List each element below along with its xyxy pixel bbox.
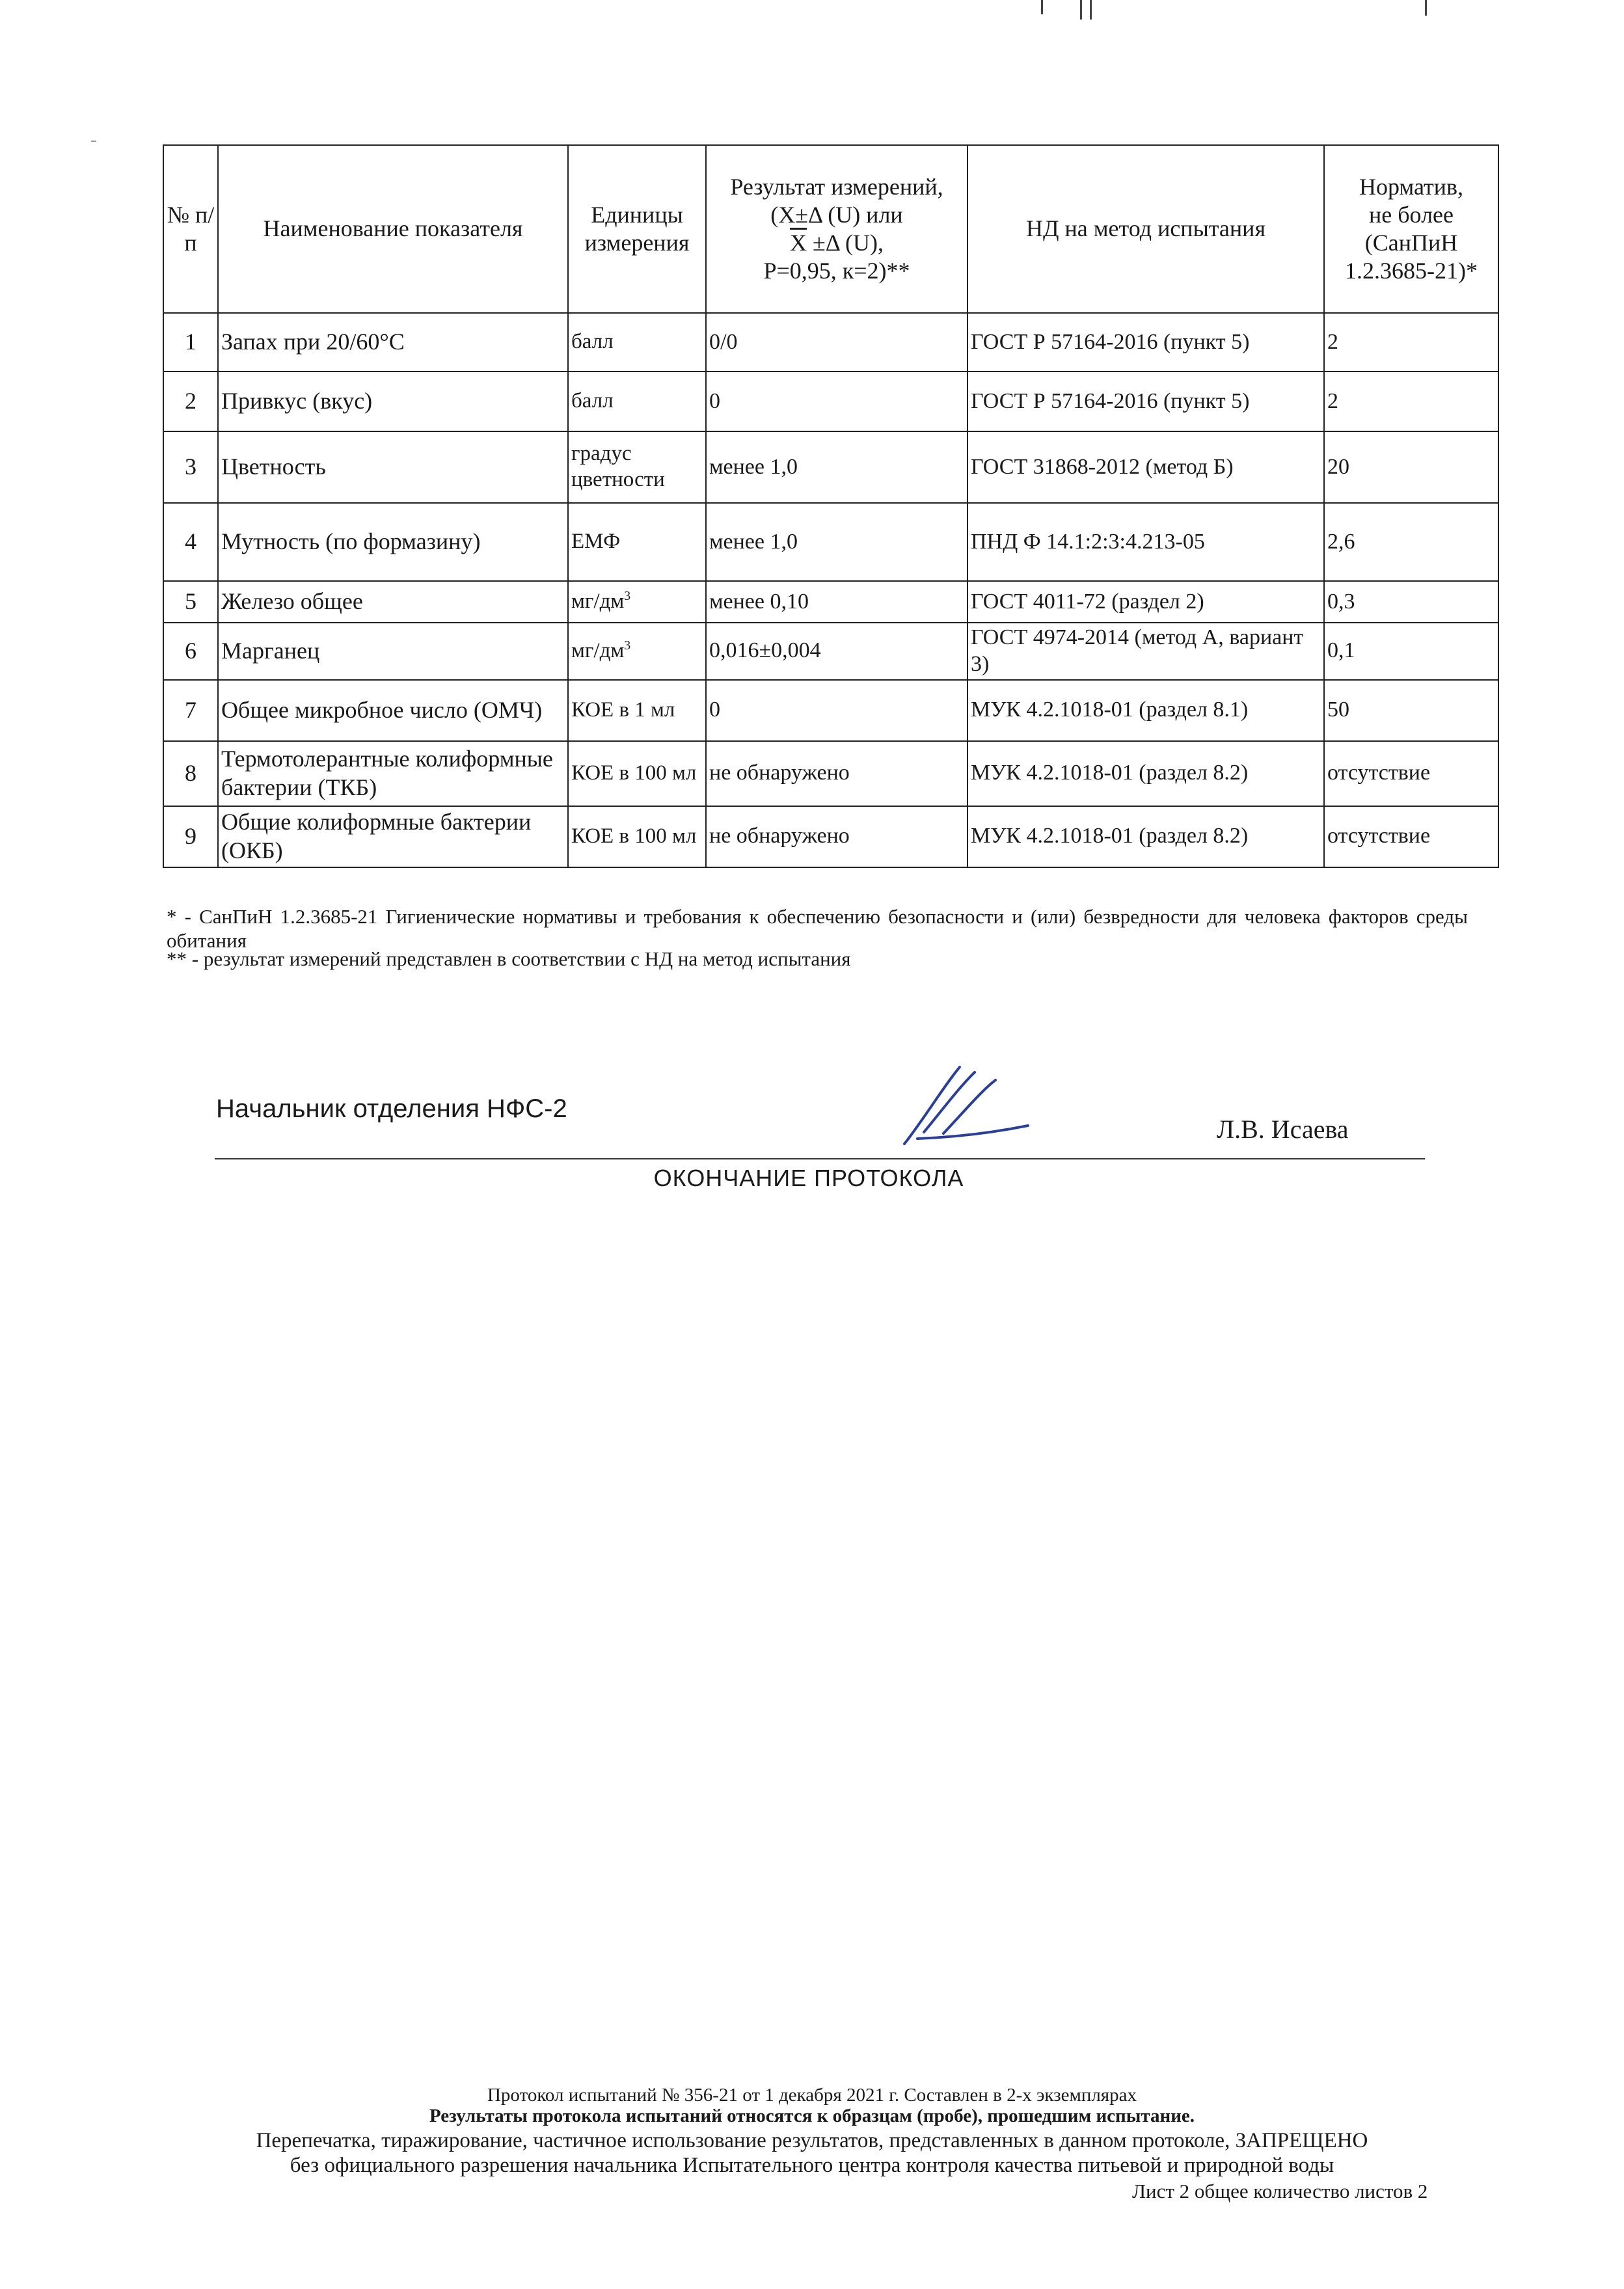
scan-mark: [1425, 0, 1427, 16]
table-header-row: [163, 145, 1498, 313]
cell-units-text: КОЕ в 100 мл: [571, 761, 697, 785]
cell-method-text: ГОСТ Р 57164-2016 (пункт 5): [971, 329, 1250, 354]
cell-method: [968, 741, 1324, 806]
cell-norm: [1324, 431, 1498, 503]
footnote-sanpin: * - СанПиН 1.2.3685-21 Гигиенические нормативы и требования к обеспечению безопасности и (или) безвредности для человека факторов среды обитания: [167, 905, 1468, 953]
header-result-line2: (Х±Δ (U) или: [770, 201, 903, 228]
cell-num: [163, 741, 218, 806]
cell-num-text: 8: [185, 760, 196, 786]
table-row: [163, 313, 1498, 372]
cell-method: [968, 623, 1324, 680]
end-of-protocol-title: [0, 1165, 1624, 1192]
cell-norm-text: отсутствие: [1327, 761, 1431, 785]
cell-units-text: мг/дм: [571, 639, 625, 662]
cell-norm: [1324, 581, 1498, 623]
cell-norm-text: отсутствие: [1327, 824, 1431, 848]
cell-method: [968, 581, 1324, 623]
cell-name: [218, 372, 568, 431]
cell-norm: [1324, 680, 1498, 741]
cell-name: [218, 680, 568, 741]
table-row: [163, 741, 1498, 806]
cell-num-text: 1: [185, 329, 196, 355]
cell-name: [218, 623, 568, 680]
cell-num-text: 9: [185, 823, 196, 849]
footer-results-scope: Результаты протокола испытаний относятся к образцам (пробе), прошедшим испытание.: [429, 2106, 1195, 2126]
cell-num-text: 7: [185, 697, 196, 723]
cell-result-text: 0,016±0,004: [709, 638, 821, 663]
cell-num-text: 3: [185, 454, 196, 480]
cell-norm: [1324, 313, 1498, 372]
cell-result-text: менее 1,0: [709, 454, 798, 479]
signatory-position: Начальник отделения НФС-2: [216, 1094, 567, 1123]
header-result-line3: [709, 229, 964, 257]
cell-name: [218, 503, 568, 581]
cell-method: [968, 503, 1324, 581]
cell-name-text: Цветность: [221, 454, 326, 480]
table-body: [163, 313, 1498, 867]
cell-units-text: ЕМФ: [571, 530, 621, 554]
cell-method-text: ГОСТ 4011-72 (раздел 2): [971, 589, 1204, 614]
cell-norm-text: 50: [1327, 698, 1349, 722]
cell-result: [706, 623, 968, 680]
table-row: [163, 372, 1498, 431]
cell-name-text: Общие колиформные бактерии (ОКБ): [221, 809, 532, 863]
end-of-protocol-text: ОКОНЧАНИЕ ПРОТОКОЛА: [653, 1165, 964, 1191]
cell-method-text: МУК 4.2.1018-01 (раздел 8.1): [971, 698, 1249, 722]
cell-units-text: КОЕ в 1 мл: [571, 698, 675, 722]
table-row: [163, 623, 1498, 680]
cell-result: [706, 806, 968, 867]
footer-permission: без официального разрешения начальника Испытательного центра контроля качества питьевой и природной воды: [290, 2154, 1334, 2177]
cell-norm: [1324, 806, 1498, 867]
cell-num-text: 6: [185, 638, 196, 664]
cell-num: [163, 372, 218, 431]
footer-protocol-info: Протокол испытаний № 356-21 от 1 декабря 2021 г. Составлен в 2-х экземплярах: [487, 2085, 1137, 2106]
cell-units-text: балл: [571, 330, 614, 354]
header-norm: [1324, 145, 1498, 313]
header-result-line3-text: ±Δ (U),: [807, 230, 884, 256]
header-result-xbar: $\overline{X}$: [790, 230, 807, 256]
cell-result-text: менее 1,0: [709, 529, 798, 554]
cell-num: [163, 680, 218, 741]
cell-name: [218, 741, 568, 806]
cell-name-text: Общее микробное число (ОМЧ): [221, 697, 543, 723]
cell-method-text: МУК 4.2.1018-01 (раздел 8.2): [971, 761, 1249, 785]
footnote-result: ** - результат измерений представлен в соответствии с НД на метод испытания: [167, 947, 851, 970]
cell-name: [218, 581, 568, 623]
header-norm-line4: 1.2.3685-21)*: [1345, 258, 1478, 284]
cell-norm-text: 2: [1327, 388, 1338, 413]
cell-method-text: ГОСТ 4974-2014 (метод А, вариант 3): [971, 625, 1304, 676]
scan-mark: [91, 141, 96, 142]
scan-mark: [1090, 0, 1092, 20]
cell-name-text: Марганец: [221, 638, 320, 664]
table-row: [163, 431, 1498, 503]
cell-norm: [1324, 623, 1498, 680]
table-row: [163, 581, 1498, 623]
cell-result-text: не обнаружено: [709, 761, 850, 785]
header-norm-line2: не более: [1368, 201, 1454, 228]
header-result: [706, 145, 968, 313]
cell-result: [706, 313, 968, 372]
cell-method: [968, 372, 1324, 431]
cell-num: [163, 313, 218, 372]
cell-method-text: ГОСТ 31868-2012 (метод Б): [971, 454, 1234, 479]
cell-norm: [1324, 741, 1498, 806]
cell-num: [163, 431, 218, 503]
cell-result: [706, 680, 968, 741]
cell-result: [706, 503, 968, 581]
cell-units: [568, 313, 706, 372]
cell-result-text: 0: [709, 698, 720, 722]
cell-num-text: 2: [185, 388, 196, 414]
cell-norm: [1324, 503, 1498, 581]
unit-exponent: 3: [624, 589, 631, 604]
cell-name: [218, 431, 568, 503]
cell-result-text: менее 0,10: [709, 589, 809, 614]
cell-units: [568, 680, 706, 741]
cell-name-text: Железо общее: [221, 588, 363, 615]
header-name: Наименование показателя: [218, 145, 568, 313]
cell-units-text: градус цветности: [571, 442, 665, 491]
cell-units-text: мг/дм: [571, 589, 625, 614]
cell-units: [568, 431, 706, 503]
handwritten-signature: [898, 1061, 1041, 1152]
table-row: [163, 680, 1498, 741]
cell-result: [706, 372, 968, 431]
cell-result: [706, 431, 968, 503]
cell-result-text: 0/0: [709, 329, 738, 354]
cell-norm-text: 2,6: [1327, 529, 1355, 554]
cell-units-text: балл: [571, 389, 614, 413]
cell-num: [163, 806, 218, 867]
cell-num-text: 4: [185, 528, 196, 555]
results-table: [163, 144, 1499, 868]
cell-units: [568, 623, 706, 680]
cell-method: [968, 313, 1324, 372]
cell-units-text: КОЕ в 100 мл: [571, 824, 697, 848]
cell-name-text: Термотолерантные колиформные бактерии (ТКБ): [221, 746, 553, 800]
cell-norm: [1324, 372, 1498, 431]
cell-name-text: Привкус (вкус): [221, 388, 373, 414]
cell-name-text: Мутность (по формазину): [221, 528, 481, 555]
cell-result-text: не обнаружено: [709, 824, 850, 848]
cell-result: [706, 741, 968, 806]
header-method: НД на метод испытания: [968, 145, 1324, 313]
footer-reprint-warning: Перепечатка, тиражирование, частичное использование результатов, представленных в данном протоколе, ЗАПРЕЩЕНО: [256, 2129, 1368, 2152]
cell-name: [218, 806, 568, 867]
cell-result-text: 0: [709, 388, 720, 413]
cell-method-text: ПНД Ф 14.1:2:3:4.213-05: [971, 529, 1205, 554]
cell-method: [968, 431, 1324, 503]
cell-method-text: МУК 4.2.1018-01 (раздел 8.2): [971, 824, 1249, 848]
table-row: [163, 503, 1498, 581]
cell-units: [568, 581, 706, 623]
cell-method: [968, 806, 1324, 867]
cell-result: [706, 581, 968, 623]
signatory-name: Л.В. Исаева: [1217, 1115, 1349, 1144]
cell-num: [163, 581, 218, 623]
footer-sheet-count: Лист 2 общее количество листов 2: [1132, 2180, 1428, 2202]
cell-norm-text: 20: [1327, 454, 1349, 479]
cell-method-text: ГОСТ Р 57164-2016 (пункт 5): [971, 388, 1250, 413]
scan-mark: [1041, 0, 1043, 14]
unit-exponent: 3: [624, 638, 631, 653]
cell-norm-text: 0,3: [1327, 589, 1355, 614]
header-norm-line3: (СанПиН: [1364, 230, 1458, 256]
cell-units: [568, 741, 706, 806]
header-norm-line1: Норматив,: [1359, 173, 1464, 200]
cell-num: [163, 623, 218, 680]
header-result-line1: Результат измерений,: [730, 173, 943, 200]
header-num: № п/п: [163, 145, 218, 313]
table-row: [163, 806, 1498, 867]
cell-name: [218, 313, 568, 372]
cell-num-text: 5: [185, 588, 196, 615]
cell-units: [568, 806, 706, 867]
cell-norm-text: 0,1: [1327, 638, 1355, 663]
cell-units: [568, 372, 706, 431]
cell-name-text: Запах при 20/60°С: [221, 329, 405, 355]
cell-num: [163, 503, 218, 581]
cell-method: [968, 680, 1324, 741]
cell-units: [568, 503, 706, 581]
cell-norm-text: 2: [1327, 329, 1338, 354]
header-units: Единицы измерения: [568, 145, 706, 313]
signature-rule: [215, 1158, 1425, 1159]
header-result-line4: Р=0,95, к=2)**: [763, 258, 910, 284]
scan-mark: [1080, 0, 1082, 20]
